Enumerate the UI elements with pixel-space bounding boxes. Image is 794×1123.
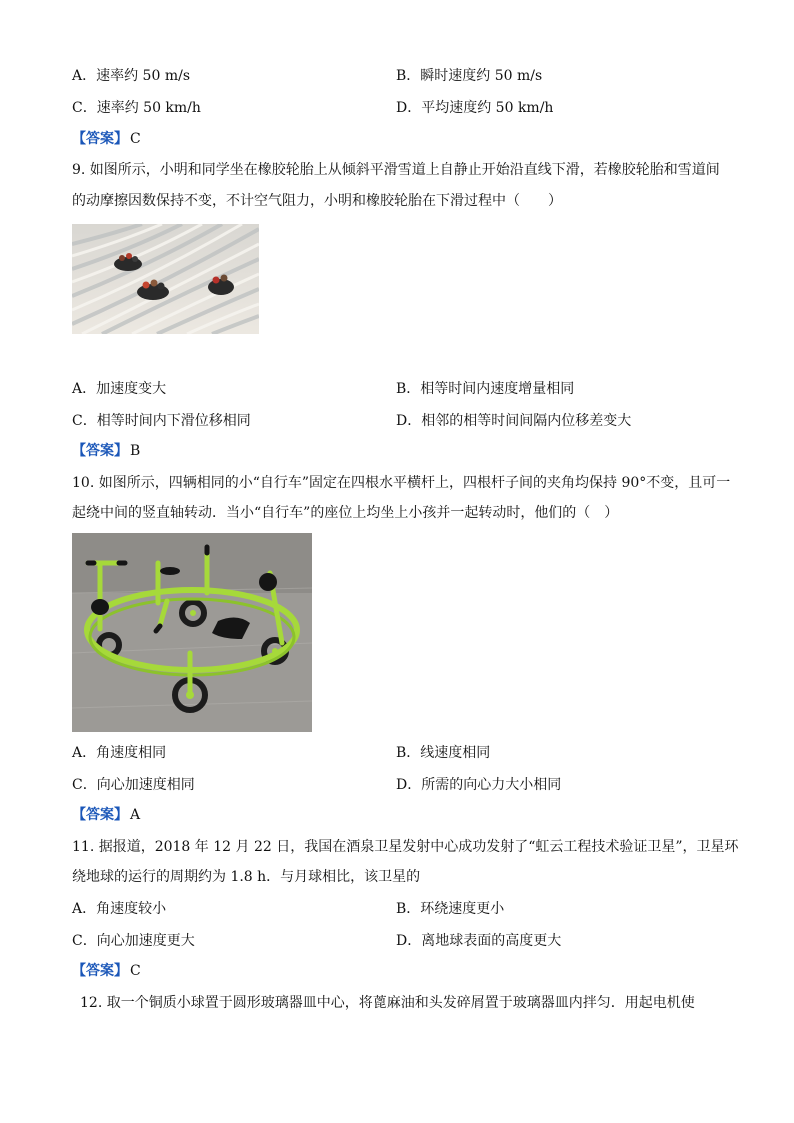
q9-text-line2: 的动摩擦因数保持不变，不计空气阻力，小明和橡胶轮胎在下滑过程中（ ） xyxy=(72,193,562,209)
q12-text-line1: 12. 取一个铜质小球置于圆形玻璃器皿中心，将蓖麻油和头发碎屑置于玻璃器皿内拌匀．用起电机使 xyxy=(80,995,695,1011)
answer-value: C xyxy=(130,963,141,979)
q11-option-a: A．角速度较小 xyxy=(72,901,167,917)
answer-tag: 【答案】 xyxy=(72,963,128,979)
q10-answer xyxy=(72,805,140,825)
q10-text-line1: 10. 如图所示，四辆相同的小“自行车”固定在四根水平横杆上，四根杆子间的夹角均保持 90°不变，且可一 xyxy=(72,475,731,491)
q9-option-d: D．相邻的相等时间间隔内位移差变大 xyxy=(396,413,632,429)
answer-value: A xyxy=(130,807,141,823)
q9-option-c: C．相等时间内下滑位移相同 xyxy=(72,413,251,429)
answer-tag: 【答案】 xyxy=(72,807,128,823)
q10-option-c: C．向心加速度相同 xyxy=(72,777,195,793)
answer-tag: 【答案】 xyxy=(72,131,128,147)
q9-answer xyxy=(72,441,140,461)
q8-answer xyxy=(72,129,141,149)
q9-option-b: B．相等时间内速度增量相同 xyxy=(396,381,575,397)
merry-go-round-bikes-photo xyxy=(72,533,312,732)
q10-text-line2: 起绕中间的竖直轴转动．当小“自行车”的座位上均坐上小孩并一起转动时，他们的（ ） xyxy=(72,505,619,521)
q9-text-line1: 9. 如图所示，小明和同学坐在橡胶轮胎上从倾斜平滑雪道上自静止开始沿直线下滑，若橡胶轮胎和雪道间 xyxy=(72,162,720,178)
answer-value: C xyxy=(130,131,141,147)
q10-option-b: B．线速度相同 xyxy=(396,745,491,761)
q10-option-a: A．角速度相同 xyxy=(72,745,167,761)
q8-option-d: D．平均速度约 50 km/h xyxy=(396,100,554,116)
q8-option-a: A．速率约 50 m/s xyxy=(72,68,191,84)
q11-text-line1: 11. 据报道，2018 年 12 月 22 日，我国在酒泉卫星发射中心成功发射了“虹云工程技术验证卫星”，卫星环 xyxy=(72,839,739,855)
answer-tag: 【答案】 xyxy=(72,443,128,459)
q11-option-d: D．离地球表面的高度更大 xyxy=(396,933,562,949)
q11-option-b: B．环绕速度更小 xyxy=(396,901,505,917)
q8-option-c: C．速率约 50 km/h xyxy=(72,100,201,116)
q10-option-d: D．所需的向心力大小相同 xyxy=(396,777,562,793)
q11-option-c: C．向心加速度更大 xyxy=(72,933,195,949)
answer-value: B xyxy=(130,443,141,459)
q11-answer xyxy=(72,961,141,981)
q9-option-a: A．加速度变大 xyxy=(72,381,167,397)
snow-tubing-photo xyxy=(72,224,259,334)
q11-text-line2: 绕地球的运行的周期约为 1.8 h．与月球相比，该卫星的 xyxy=(72,869,421,885)
q8-option-b: B．瞬时速度约 50 m/s xyxy=(396,68,543,84)
